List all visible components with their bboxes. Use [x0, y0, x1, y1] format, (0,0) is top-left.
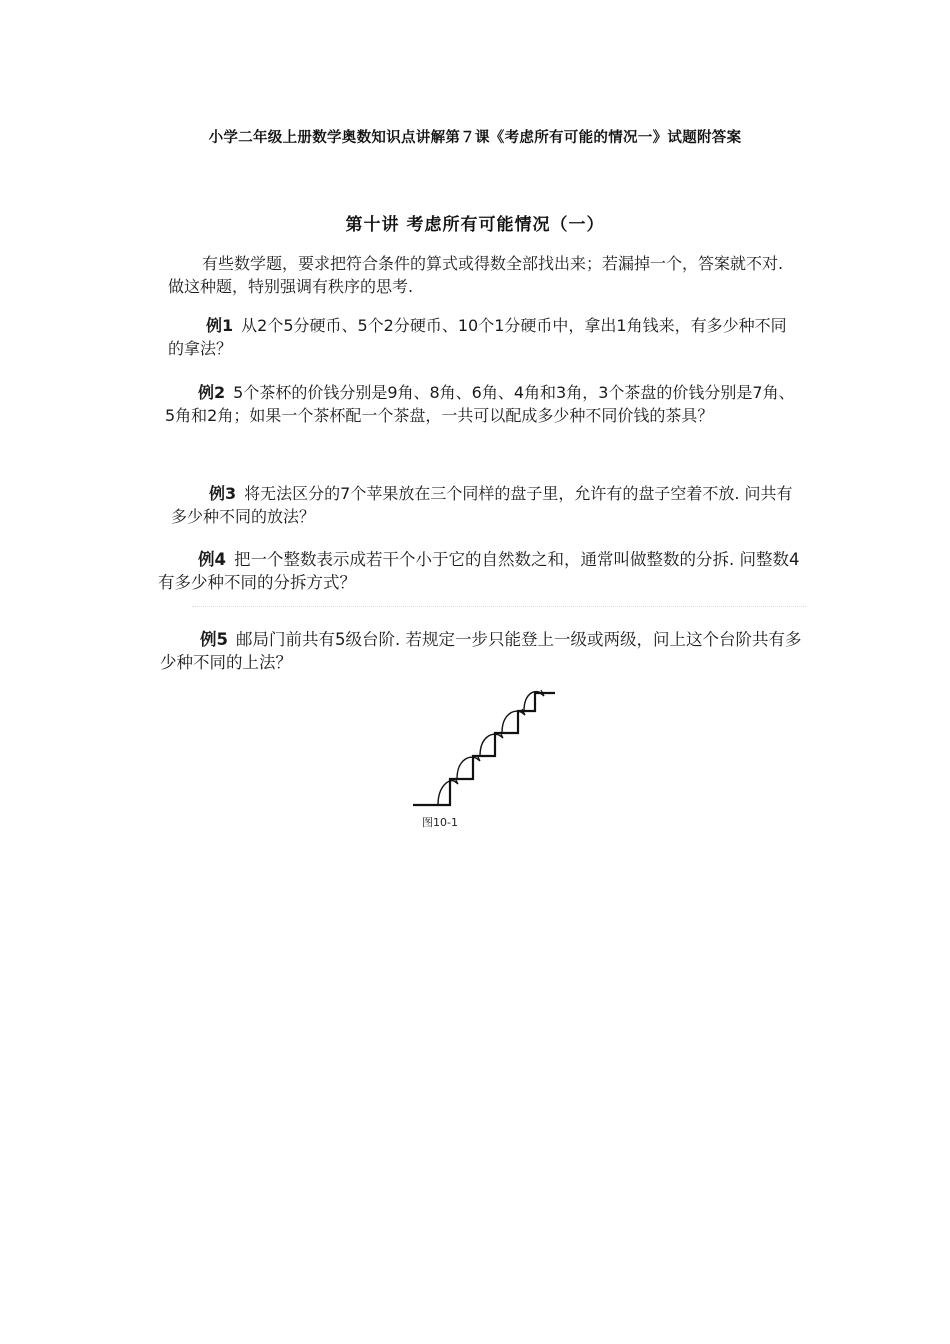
example-4-text: 把一个整数表示成若干个小于它的自然数之和，通常叫做整数的分拆. 问整数4有多少种不同的分拆方式？: [158, 550, 800, 592]
intro-paragraph: 有些数学题，要求把符合条件的算式或得数全部找出来；若漏掉一个，答案就不对. 做这种题，特别强调有秩序的思考.: [168, 254, 784, 296]
example-1-label: 例1: [206, 316, 234, 335]
example-1-text: 从2个5分硬币、5个2分硬币、10个1分硬币中，拿出1角钱来，有多少种不同的拿法？: [168, 316, 787, 358]
document-title: 小学二年级上册数学奥数知识点讲解第７课《考虑所有可能的情况一》试题附答案: [208, 129, 742, 146]
lecture-title: 第十讲 考虑所有可能情况（一）: [345, 215, 605, 235]
figure-caption: 图10-1: [422, 816, 458, 829]
example-5: [160, 628, 805, 674]
example-3-text: 将无法区分的7个苹果放在三个同样的盘子里，允许有的盘子空着不放. 问共有多少种不同的放法？: [171, 484, 793, 526]
example-4-label: 例4: [198, 550, 226, 569]
step-arc-2: [457, 757, 479, 779]
step-arc-5: [524, 692, 543, 711]
example-5-label: 例5: [200, 630, 228, 649]
step-arc-1: [438, 781, 457, 805]
example-5-text: 邮局门前共有5级台阶. 若规定一步只能登上一级或两级，问上这个台阶共有多少种不同的上法？: [160, 630, 802, 672]
step-arc-4: [502, 711, 524, 733]
scan-artifact-line: [192, 606, 806, 607]
example-3: [171, 482, 796, 528]
example-3-label: 例3: [209, 484, 237, 503]
step-arc-3: [480, 734, 502, 756]
example-2-text: 5个茶杯的价钱分别是9角、8角、6角、4角和3角，3个茶盘的价钱分别是7角、5角和2角；如果一个茶杯配一个茶盘，一共可以配成多少种不同价钱的茶具？: [165, 383, 795, 425]
example-2-label: 例2: [198, 383, 226, 402]
example-2: [165, 381, 795, 427]
staircase-figure: [405, 683, 565, 813]
staircase-steps: [413, 693, 555, 805]
example-1: [168, 314, 793, 360]
example-4: [158, 548, 800, 594]
